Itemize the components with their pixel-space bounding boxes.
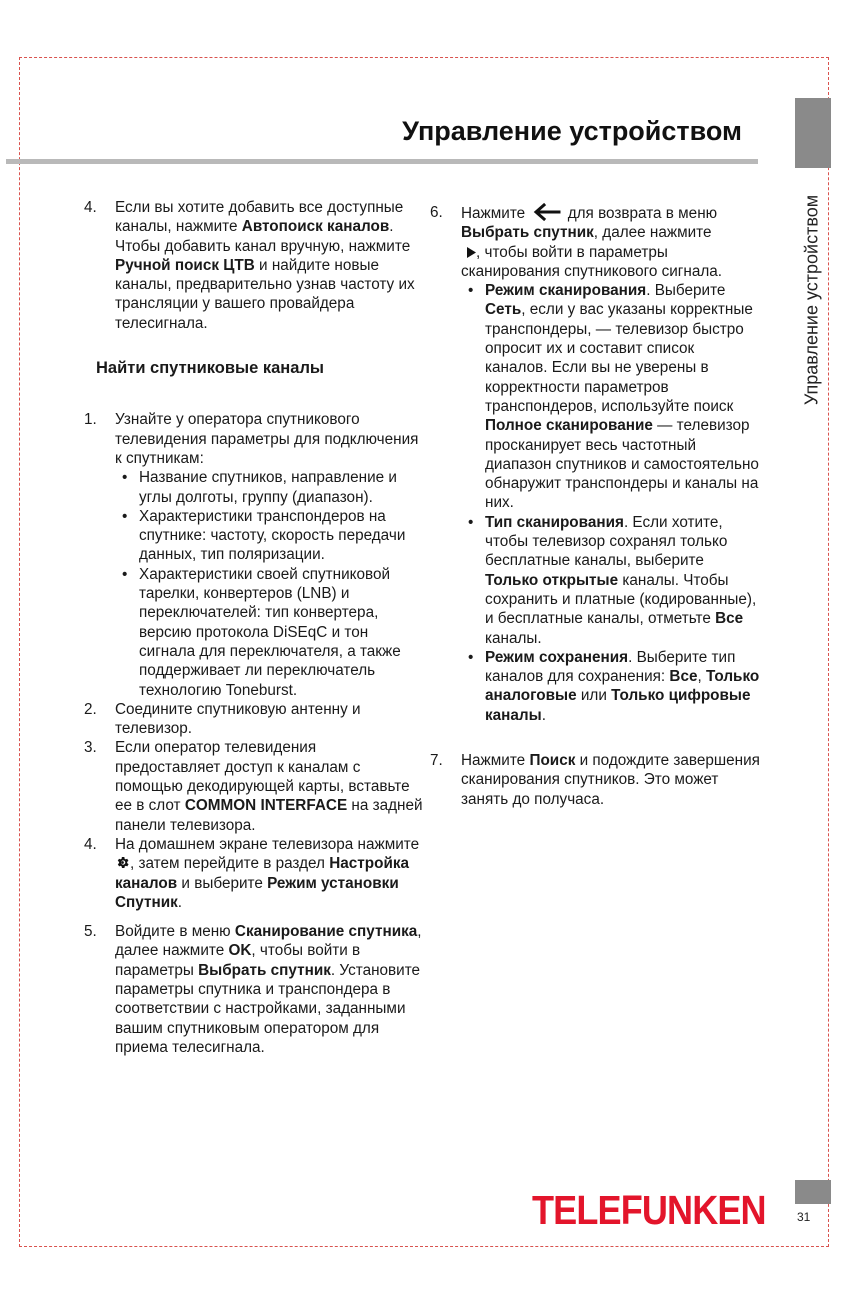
- bold-term: Только аналоговые: [485, 668, 760, 705]
- bold-term: Режим сканирования: [485, 282, 647, 300]
- bullet: •: [468, 513, 474, 531]
- text: . Установите параметры спутника и транспондера в соответствии с настройками, заданными вашим спутниковым оператором для приема телесигнала.: [115, 961, 421, 1056]
- bold-term: Настройка каналов: [115, 855, 410, 892]
- bold-term: Только открытые: [485, 571, 619, 589]
- back-arrow-icon: [531, 203, 561, 221]
- list-item: [84, 198, 424, 333]
- list-item: [84, 835, 424, 912]
- text: Нажмите: [461, 205, 530, 222]
- bold-term: COMMON INTERFACE: [184, 797, 348, 815]
- text: .: [177, 893, 183, 911]
- text: для возврата в меню: [563, 205, 718, 222]
- bold-term: OK: [228, 942, 252, 960]
- text: На домашнем экране телевизора нажмите: [115, 835, 420, 853]
- text: , далее нажмите: [593, 224, 712, 242]
- bold-term: Тип сканирования: [485, 513, 624, 531]
- page-number-tab: [795, 1180, 831, 1204]
- item-number: 5.: [84, 923, 97, 941]
- text: каналы.: [485, 629, 542, 647]
- bold-term: Все: [669, 668, 698, 686]
- bullet: •: [468, 282, 474, 300]
- text: Характеристики транспондеров на спутнике: частоту, скорость передачи данных, тип поляризации.: [139, 507, 406, 564]
- text: и найдите новые каналы, предварительно узнав частоту их трансляции у вашего провайдера телесигнала.: [115, 256, 415, 332]
- list-item: [430, 203, 760, 725]
- bold-term: Поиск: [529, 752, 576, 770]
- bullet: •: [468, 648, 474, 666]
- page-title: Управление устройством: [402, 116, 742, 146]
- text: , чтобы войти в параметры: [115, 942, 361, 979]
- bullet-item: [461, 281, 760, 513]
- bold-term: Автопоиск каналов: [241, 218, 390, 236]
- item-number: 3.: [84, 739, 97, 757]
- bullet: •: [122, 507, 128, 525]
- text: каналы. Чтобы сохранить и платные (кодированные), и бесплатные каналы, отметьте: [485, 571, 757, 628]
- bullet-list: [461, 281, 760, 725]
- bold-term: Полное сканирование: [485, 417, 653, 435]
- list-item: [84, 700, 424, 739]
- item-number: 4.: [84, 199, 97, 216]
- item-number: 6.: [430, 204, 443, 221]
- list-item: [84, 410, 424, 699]
- text: Если оператор телевидения предоставляет доступ к каналам с помощью декодирующей карты, вставьте ее в слот: [115, 739, 410, 815]
- bold-term: Выбрать спутник: [461, 224, 594, 242]
- bullet-item: [115, 468, 424, 507]
- text: , затем перейдите в раздел: [130, 855, 330, 873]
- bold-term: Ручной поиск ЦТВ: [115, 256, 255, 274]
- text: Нажмите: [461, 752, 530, 770]
- text: . Выберите: [646, 282, 726, 300]
- list-item: [84, 738, 424, 834]
- bold-term: Режим сохранения: [485, 648, 629, 666]
- text: , чтобы войти в параметры сканирования спутникового сигнала.: [461, 243, 723, 280]
- text: Если вы хотите добавить все доступные каналы, нажмите: [115, 199, 404, 236]
- bold-term: Сканирование спутника: [234, 923, 418, 941]
- item-number: 4.: [84, 835, 97, 853]
- text: Соедините спутниковую антенну и телевизор.: [115, 700, 361, 738]
- text: Название спутников, направление и углы долготы, группу (диапазон).: [139, 469, 397, 506]
- text: , если у вас указаны корректные транспондеры, — телевизор быстро опросит их и составит список каналов. Если вы не уверены в корректности параметров транспондеров, используйте поиск: [485, 301, 753, 415]
- bold-term: Все: [715, 610, 744, 628]
- bullet-list: [115, 468, 424, 700]
- item-number: 2.: [84, 700, 97, 718]
- gear-icon: [115, 855, 130, 870]
- bullet: •: [122, 469, 128, 487]
- bullet-item: [115, 565, 424, 700]
- bold-term: Режим установки Спутник: [115, 874, 399, 911]
- section-heading: Найти спутниковые каналы: [96, 359, 325, 378]
- bold-term: Только цифровые каналы: [485, 687, 751, 724]
- bullet: •: [122, 565, 128, 583]
- list-item: [84, 922, 424, 1057]
- bullet-item: [461, 513, 760, 648]
- text: , далее нажмите: [115, 923, 422, 960]
- bullet-item: [461, 648, 760, 725]
- text: . Если хотите, чтобы телевизор сохранял только бесплатные каналы, выберите: [485, 513, 728, 570]
- left-column: [84, 198, 424, 1057]
- text: Войдите в меню: [115, 923, 235, 941]
- bold-term: Сеть: [485, 301, 522, 319]
- play-icon: [467, 247, 476, 258]
- text: . Выберите тип каналов для сохранения:: [485, 648, 736, 686]
- bold-term: Выбрать спутник: [198, 961, 331, 979]
- text: .: [541, 706, 546, 724]
- item-number: 1.: [84, 411, 97, 429]
- text: . Чтобы добавить канал вручную, нажмите: [115, 218, 411, 255]
- text: ,: [697, 668, 706, 686]
- item-number: 7.: [430, 752, 443, 770]
- bullet-item: [115, 507, 424, 565]
- text: и подождите завершения сканирования спутников. Это может занять до получаса.: [461, 752, 760, 808]
- right-column: [430, 203, 760, 809]
- text: и выберите: [177, 874, 268, 892]
- brand-logo: TELEFUNKEN: [532, 1187, 766, 1233]
- list-item: [430, 751, 760, 809]
- text: на задней панели телевизора.: [115, 797, 423, 834]
- text: — телевизор просканирует весь частотный диапазон спутников и самостоятельно обнаружит транспондеры и каналы на них.: [485, 417, 759, 512]
- page-number: 31: [797, 1210, 811, 1224]
- side-section-label-text: Управление устройством: [801, 194, 822, 406]
- side-tab-marker: [795, 98, 831, 168]
- text: или: [576, 687, 612, 705]
- title-divider: [6, 159, 758, 164]
- text: Узнайте у оператора спутникового телевидения параметры для подключения к спутникам:: [115, 411, 419, 467]
- text: Характеристики своей спутниковой тарелки, конвертеров (LNB) и переключателей: тип конвертера, версию протокола DiSEqC и тон сигнала для переключателя, а также поддерживает ли переключатель технологию Toneburst.: [139, 565, 401, 699]
